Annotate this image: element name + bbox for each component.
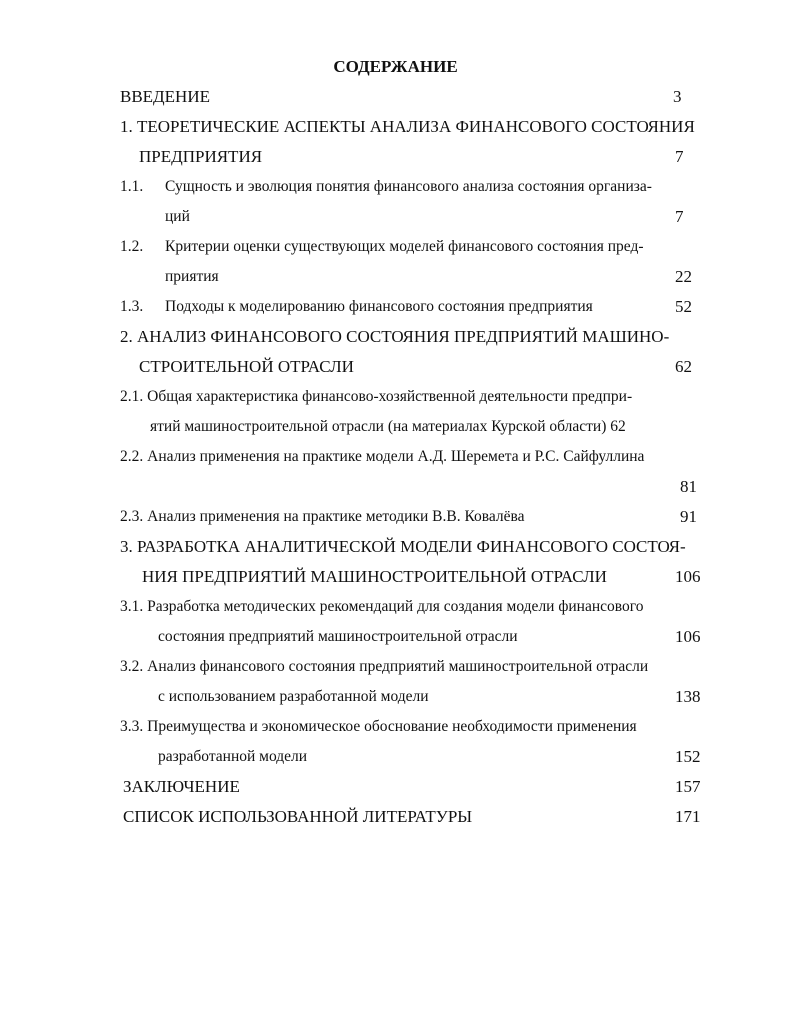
- toc-page-chapter-1: 7: [675, 147, 684, 166]
- toc-page-section-2-3: 91: [680, 507, 697, 526]
- toc-section-3-1-line2: состояния предприятий машиностроительной отрасли: [158, 628, 518, 645]
- toc-section-1-2-line2: приятия: [165, 268, 219, 285]
- toc-entry-conclusion: ЗАКЛЮЧЕНИЕ: [123, 777, 240, 796]
- toc-page-intro: 3: [673, 87, 682, 106]
- toc-section-1-3-text: Подходы к моделированию финансового состояния предприятия: [165, 298, 593, 315]
- toc-section-2-2-line1: 2.2. Анализ применения на практике модели А.Д. Шеремета и Р.С. Сайфуллина: [120, 448, 645, 465]
- toc-page-references: 171: [675, 807, 701, 826]
- toc-entry-references: СПИСОК ИСПОЛЬЗОВАННОЙ ЛИТЕРАТУРЫ: [123, 807, 473, 826]
- toc-section-1-1-line1: Сущность и эволюция понятия финансового анализа состояния организа-: [165, 178, 652, 195]
- toc-page-section-1-1: 7: [675, 207, 684, 226]
- toc-page-section-2-2: 81: [680, 477, 697, 496]
- toc-page-section-1-3: 52: [675, 297, 692, 316]
- toc-chapter-3-line2: НИЯ ПРЕДПРИЯТИЙ МАШИНОСТРОИТЕЛЬНОЙ ОТРАСЛИ: [142, 567, 607, 586]
- toc-chapter-3-line1: 3. РАЗРАБОТКА АНАЛИТИЧЕСКОЙ МОДЕЛИ ФИНАНСОВОГО СОСТОЯ-: [120, 537, 686, 556]
- toc-chapter-2-line1: 2. АНАЛИЗ ФИНАНСОВОГО СОСТОЯНИЯ ПРЕДПРИЯТИЙ МАШИНО-: [120, 327, 670, 346]
- toc-section-1-2-line1: Критерии оценки существующих моделей финансового состояния пред-: [165, 238, 644, 255]
- toc-section-3-1-line1: 3.1. Разработка методических рекомендаций для создания модели финансового: [120, 598, 644, 615]
- toc-page-chapter-3: 106: [675, 567, 701, 586]
- toc-section-2-1-line2: ятий машиностроительной отрасли (на материалах Курской области) 62: [150, 418, 626, 435]
- toc-page-section-3-2: 138: [675, 687, 701, 706]
- toc-section-1-1-number: 1.1.: [120, 178, 144, 195]
- toc-page-section-3-1: 106: [675, 627, 701, 646]
- toc-section-3-3-line1: 3.3. Преимущества и экономическое обоснование необходимости применения: [120, 718, 637, 735]
- toc-chapter-1-line2: ПРЕДПРИЯТИЯ: [139, 147, 263, 166]
- page-title: СОДЕРЖАНИЕ: [333, 57, 458, 76]
- toc-page-section-1-2: 22: [675, 267, 692, 286]
- toc-chapter-2-line2: СТРОИТЕЛЬНОЙ ОТРАСЛИ: [139, 357, 354, 376]
- toc-page-conclusion: 157: [675, 777, 701, 796]
- toc-section-1-1-line2: ций: [165, 208, 190, 225]
- toc-section-3-2-line1: 3.2. Анализ финансового состояния предприятий машиностроительной отрасли: [120, 658, 649, 675]
- toc-section-2-1-line1: 2.1. Общая характеристика финансово-хозяйственной деятельности предпри-: [120, 388, 633, 405]
- toc-section-1-2-number: 1.2.: [120, 238, 144, 255]
- toc-entry-intro: ВВЕДЕНИЕ: [120, 87, 210, 106]
- toc-chapter-1-line1: 1. ТЕОРЕТИЧЕСКИЕ АСПЕКТЫ АНАЛИЗА ФИНАНСОВОГО СОСТОЯНИЯ: [120, 117, 695, 136]
- toc-section-3-3-line2: разработанной модели: [158, 748, 308, 765]
- toc-section-1-3-number: 1.3.: [120, 298, 144, 315]
- toc-page-section-3-3: 152: [675, 747, 701, 766]
- toc-section-3-2-line2: с использованием разработанной модели: [158, 688, 429, 705]
- toc-section-2-3-text: 2.3. Анализ применения на практике методики В.В. Ковалёва: [120, 508, 525, 525]
- toc-page-chapter-2: 62: [675, 357, 692, 376]
